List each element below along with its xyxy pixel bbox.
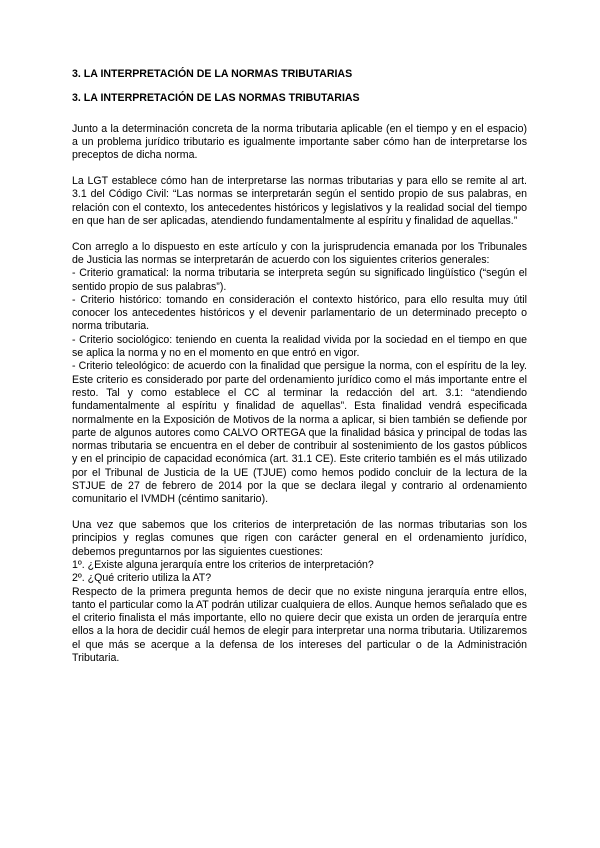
criteria-intro: Con arreglo a lo dispuesto en este artículo y con la jurisprudencia emanada por los Tribunales de Justicia las normas se interpretarán de acuerdo con los siguientes criterios generales: xyxy=(72,240,527,266)
criterion-historical: - Criterio histórico: tomando en consideración el contexto histórico, para ello resulta muy útil conocer los antecedentes históricos y el devenir parlamentario de un determinado precepto o norma tributaria. xyxy=(72,293,527,333)
question-first: 1º. ¿Existe alguna jerarquía entre los criterios de interpretación? xyxy=(72,559,374,571)
section-heading-second: 3. LA INTERPRETACIÓN DE LAS NORMAS TRIBUTARIAS xyxy=(72,92,360,105)
document-page xyxy=(72,68,527,678)
paragraph-intro: Junto a la determinación concreta de la norma tributaria aplicable (en el tiempo y en el espacio) a un problema jurídico tributario es igualmente importante saber cómo han de interpretarse los preceptos de dicha norma. xyxy=(72,122,527,162)
criterion-grammatical: - Criterio gramatical: la norma tributaria se interpreta según su significado lingüístico (“según el sentido propio de sus palabras”). xyxy=(72,267,527,293)
questions-answer: Respecto de la primera pregunta hemos de decir que no existe ninguna jerarquía entre ellos, tanto el particular como la AT podrán utilizar cualquiera de ellos. Aunque hemos señalado que es el criterio finalista el más importante, ello no quiere decir que exista un orden de jerarquía entre ellos a la hora de decidir cuál hemos de elegir para interpretar una norma tributaria. Utilizaremos el que más se acerque a la defensa de los intereses del particular o de la Administración Tributaria. xyxy=(72,585,527,665)
questions-section xyxy=(72,519,527,665)
questions-intro: Una vez que sabemos que los criterios de interpretación de las normas tributarias son los principios y reglas comunes que rigen con carácter general en el ordenamiento jurídico, debemos preguntarnos por las siguientes cuestiones: xyxy=(72,519,527,558)
section-heading-first: 3. LA INTERPRETACIÓN DE LA NORMAS TRIBUTARIAS xyxy=(72,68,353,80)
criterion-teleological: - Criterio teleológico: de acuerdo con la finalidad que persigue la norma, con el espíritu de la ley. Este criterio es considerado por parte del ordenamiento jurídico como el más importante entre el resto. Tal y como establece el CC al terminar la redacción del art. 3.1: “atendiendo fundamentalmente al espíritu y finalidad de aquellas”. Esta finalidad vendrá especificada normalmente en la Exposición de Motivos de la norma a aplicar, si bien también se defiende por parte de algunos autores como CALVO ORTEGA que la finalidad básica y principal de todas las normas tributaria se encuentra en el deber de contribuir al sostenimiento de los gastos públicos y en el principio de capacidad económica (art. 31.1 CE). Este criterio también es el más utilizado por el Tribunal de Justicia de la UE (TJUE) como hemos podido concluir de la lectura de la STJUE de 27 de febrero de 2014 por la que se declara ilegal y contrario al ordenamiento comunitario el IVMDH (céntimo sanitario). xyxy=(72,360,527,506)
criteria-section xyxy=(72,241,527,507)
paragraph-lgt: La LGT establece cómo han de interpretarse las normas tributarias y para ello se remite al art. 3.1 del Código Civil: “Las normas se interpretarán según el sentido propio de sus palabras, en relación con el contexto, los antecedentes históricos y legislativos y la realidad social del tiempo en que han de ser aplicadas, atendiendo fundamentalmente al espíritu y finalidad de aquellas.” xyxy=(72,174,527,227)
question-second: 2º. ¿Qué criterio utiliza la AT? xyxy=(72,572,212,585)
criterion-sociological: - Criterio sociológico: teniendo en cuenta la realidad vivida por la sociedad en el tiempo en que se aplica la norma y no en el momento en que entró en vigor. xyxy=(72,333,527,360)
